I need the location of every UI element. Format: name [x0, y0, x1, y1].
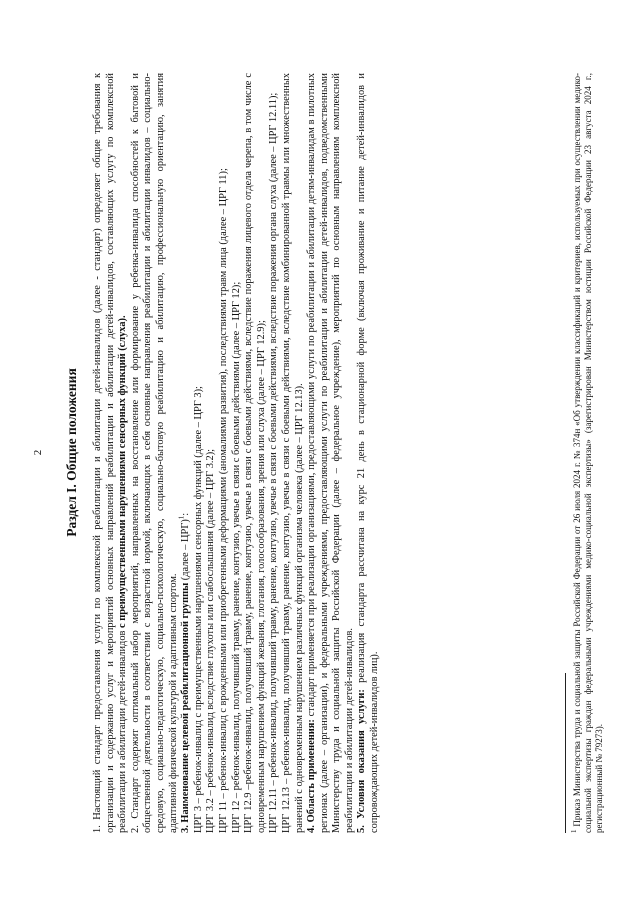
crg-item-3-2: ЦРГ 3.2 – ребенок-инвалид вследствие глухоты или слабослышания (далее – ЦРГ 3.2);	[205, 448, 217, 833]
paragraph-4	[306, 73, 356, 833]
paragraph-2: 2. Стандарт содержит оптимальный набор мероприятий, направленных на восстановление или формирование у ребенка-инвалида способностей к бытовой и общественной деятельности в соответствии с возрастной нормой, включающих в себя основные направления реабилитации и абилитации инвалидов – социально-средовую, социально-педагогическую, социально-психологическую, социально-бытовую реабилитацию и абилитацию, профессиональную ориентацию, занятия адаптивной физической культурой и адаптивным спортом.	[129, 73, 179, 833]
crg-item-12-13: ЦРГ 12.13 – ребенок-инвалид, получивший травму, ранение, контузию, увечье в связи с боевыми действиями, вследствие комбинированной травмы или множественных ранений с одновременным нарушением различных функций организма человека (далее – ЦРГ 12.13).	[280, 73, 305, 833]
footnote-reference: 1	[177, 515, 186, 520]
paragraph-4-heading: 4. Область применения:	[306, 719, 318, 833]
section-heading: Раздел I. Общие положения	[64, 368, 79, 537]
page-number: 2	[32, 449, 44, 456]
crg-item-12: ЦРГ 12 – ребенок-инвалид, получивший травму, ранение, контузию, увечье в связи с боевыми действиями (далее – ЦРГ 12);	[230, 281, 242, 833]
paragraph-3	[177, 73, 193, 833]
paragraph-1-emphasis: с преимущественными нарушениями сенсорных функций (слуха).	[117, 315, 129, 628]
footnote-mark: 1	[570, 829, 578, 833]
paragraph-4-text: стандарт применяется при реализации организациями, предоставляющими услуги по реабилитации и абилитации детям-инвалидам в пилотных регионах (далее – организации), и федеральными учреждениями, предоставляющими услуги по реабилитации и абилитации детей-инвалидов, подведомственными Министерству труда и социальной защиты Российской Федерации (далее – федеральное учреждение), мероприятий по основным направлениям комплексной реабилитации и абилитации детей-инвалидов.	[306, 73, 355, 833]
footnote	[572, 73, 605, 833]
crg-item-12-11: ЦРГ 12.11 – ребенок-инвалид, получивший травму, ранение, контузию, увечье в связи с боевыми действиями, вследствие поражения органа слуха (далее – ЦРГ 12.11);	[268, 92, 280, 833]
paragraph-3-heading: 3. Наименование целевой реабилитационной группы	[180, 582, 192, 833]
crg-item-3: ЦРГ 3 – ребенок-инвалид с преимущественными нарушениями сенсорных функций (далее – ЦРГ 3);	[192, 386, 204, 833]
footnote-text: Приказ Министерства труда и социальной защиты Российской Федерации от 26 июля 2024 г. № 374н «Об утверждении классификаций и критериев, используемых при осуществлении медико-социальной экспертизы граждан федеральными учреждениями медико-социальной экспертизы» (зарегистрирован Министерством юстиции Российской Федерации 23 августа 2024 г., регистрационный № 79273).	[572, 73, 604, 833]
footnote-separator	[565, 673, 566, 833]
paragraph-5-heading: 5. Условия оказания услуги:	[356, 689, 368, 833]
paragraph-5-text: реализация стандарта рассчитана на курс 21 день в стационарной форме (включая проживание и питание детей-инвалидов и сопровождающих детей-инвалидов лиц).	[356, 73, 381, 833]
paragraph-1-text: 1. Настоящий стандарт предоставления услуги по комплексной реабилитации и абилитации детей-инвалидов (далее - стандарт) определяет общие требования к организации и содержанию услуг и мероприятий основных направлений реабилитации и абилитации детей-инвалидов, составляющих услугу по комплексной реабилитации и абилитации детей-инвалидов	[92, 73, 129, 833]
document-body	[92, 73, 382, 833]
paragraph-5	[356, 73, 381, 833]
paragraph-3-colon: :	[180, 512, 192, 516]
paragraph-3-text: (далее – ЦРГ)	[180, 519, 192, 583]
crg-item-12-9: ЦРГ 12.9 –ребенок-инвалид, получивший травму, ранение, контузию, увечье в связи с боевыми действиями, вследствие поражения лицевого отдела черепа, в том числе с одновременным нарушением функций жевания, глотания, голосообразования, зрения или слуха (далее – ЦРГ 12.9);	[243, 73, 267, 833]
paragraph-1	[92, 73, 130, 833]
crg-item-11: ЦРГ 11 – ребенок-инвалид с врожденными или приобретенными деформациями (аномалиями развития), последствиями травм лица (далее – ЦРГ 11);	[217, 168, 229, 833]
